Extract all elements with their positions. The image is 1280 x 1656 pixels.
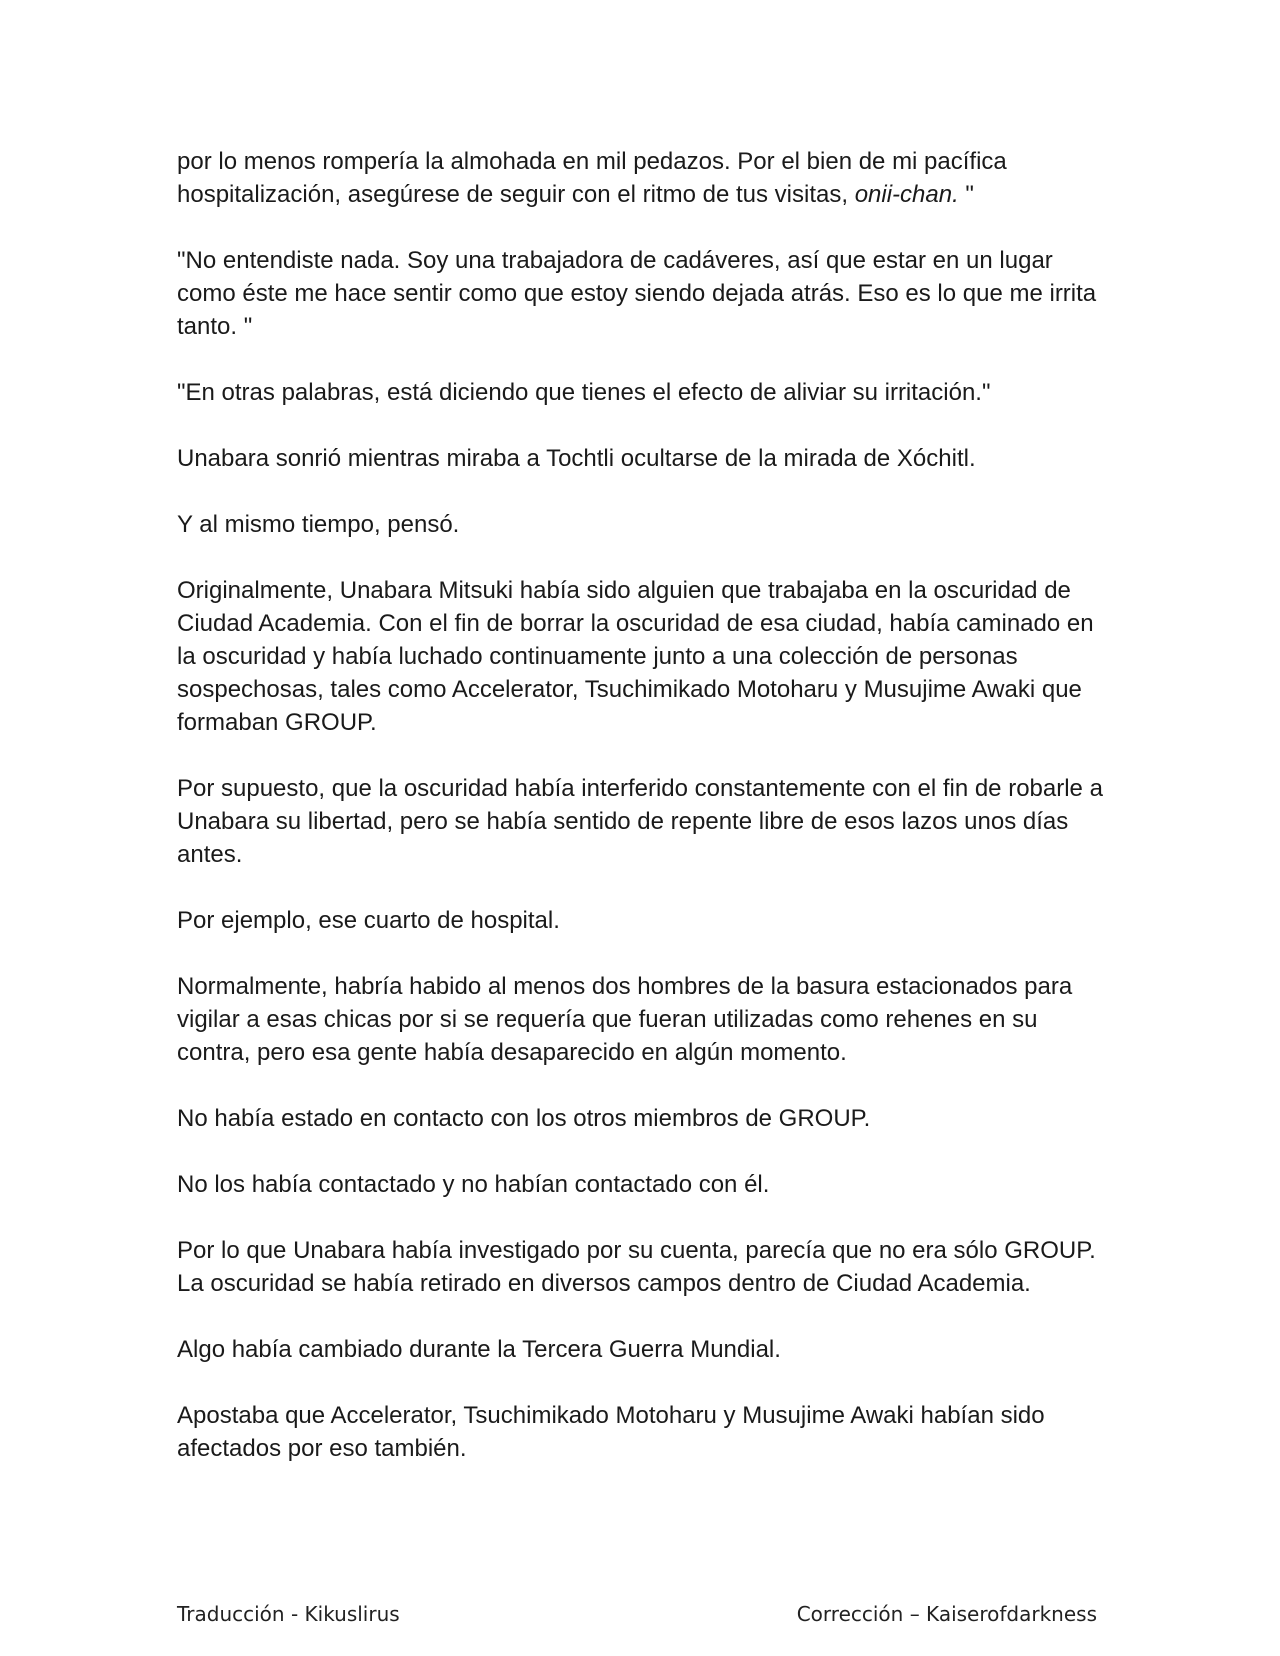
paragraph-6: Originalmente, Unabara Mitsuki había sido alguien que trabajaba en la oscuridad de Ciudad Academia. Con el fin de borrar la oscuridad de esa ciudad, había caminado en la oscuridad y había luchado continuamente junto a una colección de personas sospechosas, tales como Accelerator, Tsuchimikado Motoharu y Musujime Awaki que formaban GROUP. <box>177 577 1094 736</box>
paragraph-4: Unabara sonrió mientras miraba a Tochtli ocultarse de la mirada de Xóchitl. <box>177 445 976 472</box>
paragraph-1-text-before: por lo menos rompería la almohada en mil pedazos. Por el bien de mi pacífica hospitalización, asegúrese de seguir con el ritmo de tus visitas, <box>177 148 1007 208</box>
body-text <box>177 145 1117 1498</box>
paragraph-7: Por supuesto, que la oscuridad había interferido constantemente con el fin de robarle a Unabara su libertad, pero se había sentido de repente libre de esos lazos unos días antes. <box>177 775 1103 868</box>
paragraph-14: Apostaba que Accelerator, Tsuchimikado Motoharu y Musujime Awaki habían sido afectados por eso también. <box>177 1402 1045 1462</box>
paragraph-11: No los había contactado y no habían contactado con él. <box>177 1171 770 1198</box>
page-footer <box>177 1602 1097 1632</box>
paragraph-2: "No entendiste nada. Soy una trabajadora de cadáveres, así que estar en un lugar como éste me hace sentir como que estoy siendo dejada atrás. Eso es lo que me irrita tanto. " <box>177 247 1097 340</box>
paragraph-1-text-after: " <box>958 181 974 208</box>
paragraph-1 <box>177 145 1117 211</box>
paragraph-12: Por lo que Unabara había investigado por su cuenta, parecía que no era sólo GROUP. La oscuridad se había retirado en diversos campos dentro de Ciudad Academia. <box>177 1237 1096 1297</box>
paragraph-9: Normalmente, habría habido al menos dos hombres de la basura estacionados para vigilar a esas chicas por si se requería que fueran utilizadas como rehenes en su contra, pero esa gente había desaparecido en algún momento. <box>177 973 1073 1066</box>
paragraph-10: No había estado en contacto con los otros miembros de GROUP. <box>177 1105 871 1132</box>
footer-correction-credit: Corrección – Kaiserofdarkness <box>796 1602 1097 1626</box>
paragraph-8: Por ejemplo, ese cuarto de hospital. <box>177 907 560 934</box>
footer-translation-credit: Traducción - Kikuslirus <box>177 1602 400 1626</box>
paragraph-3: "En otras palabras, está diciendo que tienes el efecto de aliviar su irritación." <box>177 379 991 406</box>
paragraph-1-italic: onii-chan. <box>854 181 959 208</box>
paragraph-5: Y al mismo tiempo, pensó. <box>177 511 460 538</box>
paragraph-13: Algo había cambiado durante la Tercera Guerra Mundial. <box>177 1336 781 1363</box>
